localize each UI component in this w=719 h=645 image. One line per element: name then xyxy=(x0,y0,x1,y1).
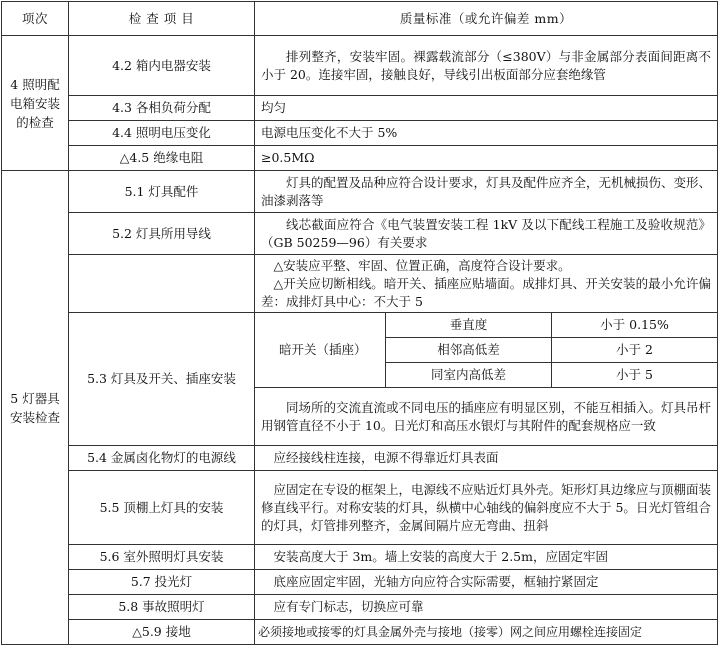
table-row xyxy=(2,545,718,570)
table-row xyxy=(2,595,718,620)
standard-5-8: 应有专门标志，切换应可靠 xyxy=(255,595,718,620)
item-5-5: 5.5 顶棚上灯具的安装 xyxy=(69,471,255,545)
standard-5-3-text-a: △安装应平整、牢固、位置正确，高度符合设计要求。 xyxy=(273,257,571,273)
sub-name-adjacent: 相邻高低差 xyxy=(386,338,552,363)
item-5-3: 5.3 灯具及开关、插座安装 xyxy=(69,313,255,446)
standard-5-3-text-b: △开关应切断相线。暗开关、插座应贴墙面。成排灯具、开关安装的最小允许偏差：成排灯具中心：不大于 5 xyxy=(261,275,712,309)
standard-4-2: 排列整齐，安装牢固。裸露载流部分（≤380V）与非金属部分表面间距离不小于 20。连接牢固，接触良好，导线引出板面部分应套绝缘管 xyxy=(255,36,718,96)
item-4-4: 4.4 照明电压变化 xyxy=(69,121,255,146)
table-row xyxy=(2,146,718,171)
sub-value-vertical: 小于 0.15% xyxy=(552,313,718,338)
category-4-label: 4 照明配电箱安装的检查 xyxy=(2,36,69,171)
item-4-3: 4.3 各相负荷分配 xyxy=(69,96,255,121)
quality-standard-table xyxy=(1,1,718,645)
item-4-5: △4.5 绝缘电阻 xyxy=(69,146,255,171)
standard-5-1: 灯具的配置及品种应符合设计要求，灯具及配件应齐全，无机械损伤、变形、油漆剥落等 xyxy=(255,171,718,213)
item-5-3-blank xyxy=(69,255,255,313)
standard-5-9: 必须接地或接零的灯具金属外壳与接地（接零）网之间应用螺栓连接固定 xyxy=(255,620,718,645)
standard-5-7: 底座应固定牢固，光轴方向应符合实际需要，框轴拧紧固定 xyxy=(255,570,718,595)
header-row xyxy=(2,2,718,36)
standard-5-6: 安装高度大于 3m。墙上安装的高度大于 2.5m，应固定牢固 xyxy=(255,545,718,570)
standard-5-4: 应经接线柱连接，电源不得靠近灯具表面 xyxy=(255,446,718,471)
standard-5-2: 线芯截面应符合《电气装置安装工程 1kV 及以下配线工程施工及验收规范》（GB 50259—96）有关要求 xyxy=(255,213,718,255)
table-row xyxy=(2,171,718,213)
table-row xyxy=(2,471,718,545)
table-row xyxy=(2,213,718,255)
item-5-9: △5.9 接地 xyxy=(69,620,255,645)
item-5-8: 5.8 事故照明灯 xyxy=(69,595,255,620)
table-row xyxy=(2,255,718,313)
table-row xyxy=(2,36,718,96)
standard-5-3-text-c: 同场所的交流直流或不同电压的插座应有明显区别，不能互相插入。灯具吊杆用钢管直径不小于 10。日光灯和高压水银灯与其附件的配套规格应一致 xyxy=(255,388,718,446)
standard-5-3-text xyxy=(255,255,718,313)
item-5-1: 5.1 灯具配件 xyxy=(69,171,255,213)
item-5-7: 5.7 投光灯 xyxy=(69,570,255,595)
standard-4-5: ≥0.5MΩ xyxy=(255,146,718,171)
standard-4-4: 电源电压变化不大于 5% xyxy=(255,121,718,146)
header-item-no: 项次 xyxy=(2,2,69,36)
table-row xyxy=(2,121,718,146)
sub-value-adjacent: 小于 2 xyxy=(552,338,718,363)
table-row xyxy=(2,96,718,121)
header-standard: 质量标准（或允许偏差 mm） xyxy=(255,2,718,36)
category-5-label: 5 灯器具安装检查 xyxy=(2,171,69,645)
item-5-4: 5.4 金属卤化物灯的电源线 xyxy=(69,446,255,471)
item-5-2: 5.2 灯具所用导线 xyxy=(69,213,255,255)
table-row xyxy=(2,620,718,645)
table-row xyxy=(2,313,718,338)
table-row xyxy=(2,570,718,595)
sub-value-same-room: 小于 5 xyxy=(552,363,718,388)
switch-label: 暗开关（插座） xyxy=(255,313,386,388)
sub-name-vertical: 垂直度 xyxy=(386,313,552,338)
item-5-6: 5.6 室外照明灯具安装 xyxy=(69,545,255,570)
header-check-item: 检 查 项 目 xyxy=(69,2,255,36)
standard-5-5: 应固定在专设的框架上，电源线不应贴近灯具外壳。矩形灯具边缘应与顶棚面装修直线平行。对称安装的灯具，纵横中心轴线的偏斜度应不大于 5。日光灯管组合的灯具，灯管排列整齐，金属间隔片应无弯曲、扭斜 xyxy=(255,471,718,545)
table-row xyxy=(2,446,718,471)
standard-4-3: 均匀 xyxy=(255,96,718,121)
item-4-2: 4.2 箱内电器安装 xyxy=(69,36,255,96)
sub-name-same-room: 同室内高低差 xyxy=(386,363,552,388)
